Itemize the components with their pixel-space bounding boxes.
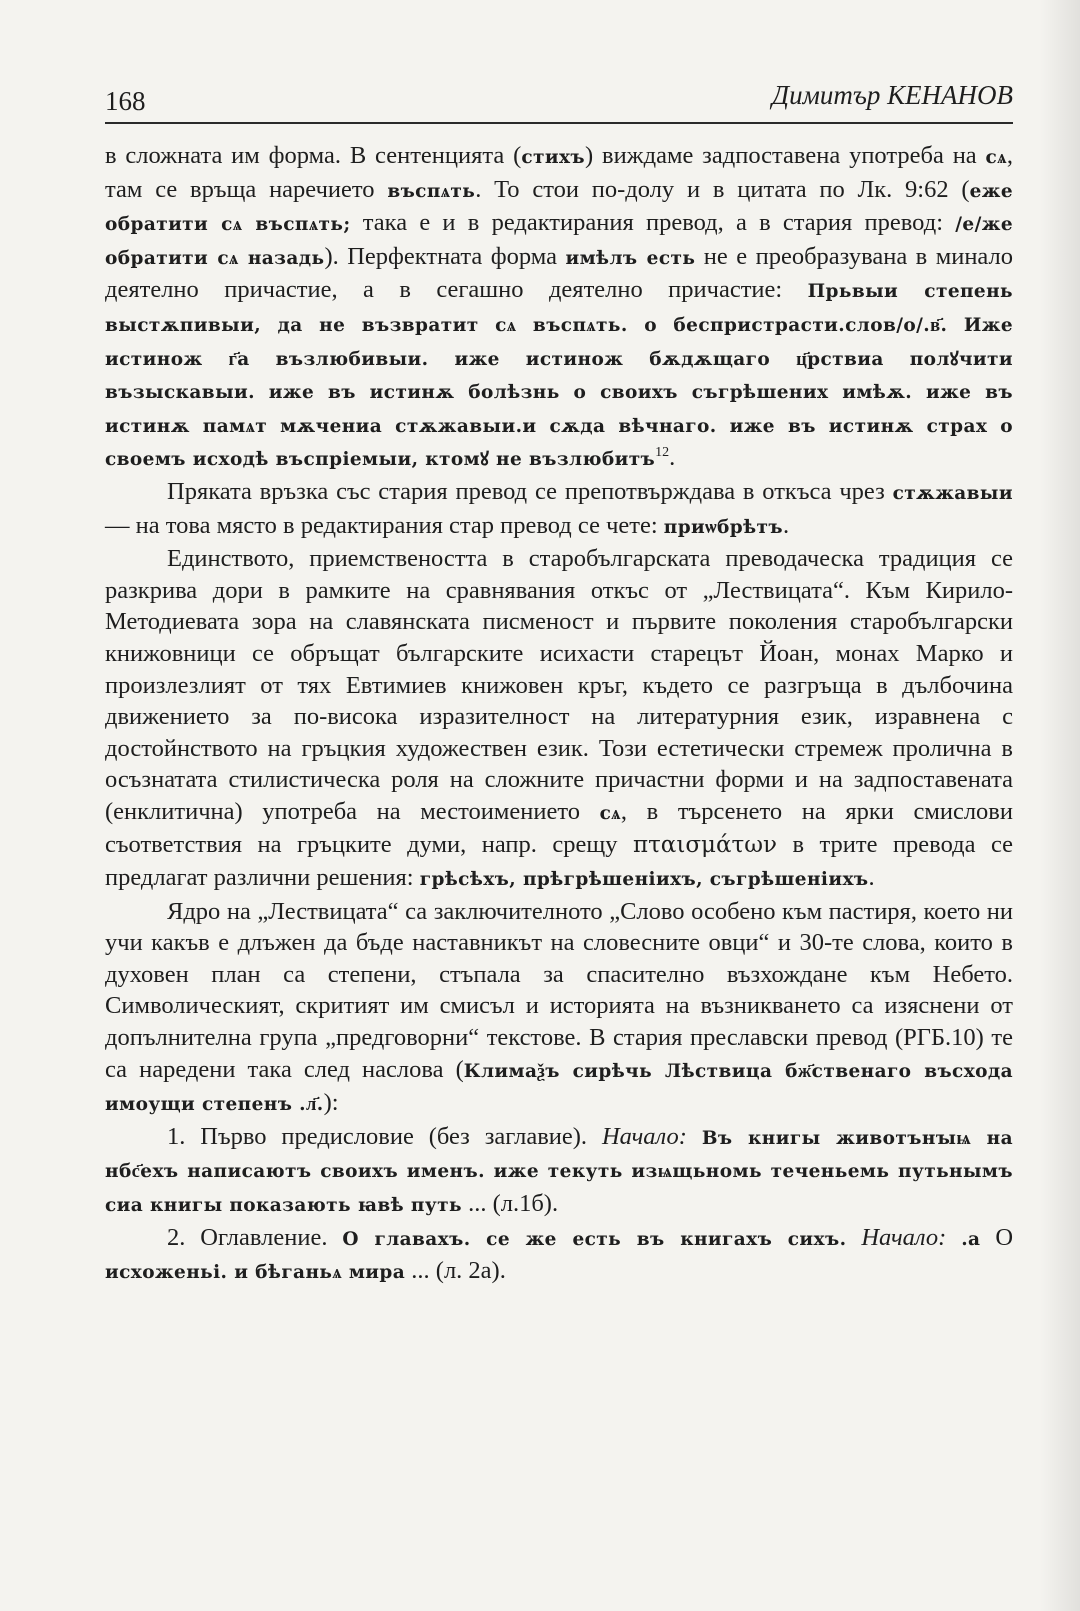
text-run: .	[782, 511, 790, 539]
text-run: ):	[323, 1089, 339, 1117]
paragraph-4	[105, 896, 1013, 1121]
footnote-marker: 12	[655, 445, 670, 461]
text-run: Ядро на „Лествицата“ са заключителното „Слово особено към пастиря, което ни учи какъв е длъжен да бъде наставникът на словесните овци“ и 30-те слова, които в духовен план са степени, стъпала за спасително възхождане към Небето. Символическият, скритият им смисъл и историята на възникването са изяснени от допълнителна група „предговорни“ текстове. В стария преславски превод (РГБ.10) те са наредени така след наслова (	[105, 897, 1013, 1083]
running-title: Димитър КЕНАНОВ	[771, 80, 1013, 110]
church-slavonic-quote: грѣсѣхъ, прѣгрѣшенiихъ, съгрѣшенiихъ	[419, 869, 869, 891]
church-slavonic-quote: исхоженьі. и бѣганьѧ мира	[105, 1262, 406, 1284]
church-slavonic-quote: сѧ	[985, 147, 1007, 168]
text-run: . То стои по-долу и в цитата по Лк. 9:62 (	[475, 175, 970, 203]
church-slavonic-quote: Прьвыи степень выстѫпивыи, да не възвратит сѧ въспѧть. о беспристрасти.слов/о/.в҃. Иже истинож г҃а възлюбивыи. иже истинож бѫдѫщаго ц҃рствиа полꙋчити възыскавыи. иже въ истинѫ болѣзнь о своихъ съгрѣшених имѣѫ. иже въ истинѫ памѧт мѫчениа стѫжавыи.и сѫда вѣчнаго. иже въ истинѫ страх о своемъ исходѣ въспрiемыи, ктомꙋ не възлюбитъ	[105, 281, 1013, 471]
paragraph-1	[105, 140, 1013, 476]
text-run: .	[868, 864, 875, 892]
church-slavonic-quote: имѣлъ есть	[565, 247, 696, 269]
text-run: в сложната им форма. В сентенцията (	[105, 142, 522, 169]
text-run: Пряката връзка със стария превод се препотвърждава в откъса чрез	[167, 477, 893, 505]
text-run: ). Перфектната форма	[324, 242, 566, 270]
text-run: 1. Първо предисловие (без заглавие).	[167, 1122, 602, 1150]
church-slavonic-quote: Въ книгы животънꙑѩ на нбс҃ехъ написаютъ своихъ именъ. иже текуть изѩщьномь теченьемь путьнымъ сиа книгы показають ꙗвѣ путь	[105, 1127, 1013, 1216]
church-slavonic-quote: въспѧть	[387, 180, 476, 202]
text-run: в трите превода се предлагат различни решения:	[105, 831, 1013, 892]
church-slavonic-quote: еже обратити сѧ въспѧть;	[105, 180, 1013, 236]
church-slavonic-quote: сѧ	[599, 802, 621, 824]
text-run: така е и в редактирания превод, а в стария превод:	[350, 209, 956, 237]
text-run: ... (л. 2а).	[405, 1257, 506, 1285]
church-slavonic-quote: Климаѯъ сирѣчь Лѣствица бж҃ственаго въсхода имоущи степенъ .л҃.	[105, 1060, 1014, 1116]
header-rule	[105, 122, 1013, 124]
body-text	[105, 140, 1013, 1289]
text-run: ) виждаме задпоставена употреба на	[584, 142, 986, 169]
church-slavonic-quote: О главахъ. се же есть въ книгахъ сихъ.	[342, 1228, 847, 1250]
church-slavonic-quote: .а	[961, 1228, 981, 1250]
text-run: не е преобразувана в минало деятелно причастие, а в сегашно деятелно причастие:	[105, 242, 1013, 304]
text-run: — на това място в редактирания стар превод се чете:	[105, 511, 664, 539]
text-run: 2. Оглавление.	[167, 1223, 343, 1251]
page-number: 168	[105, 86, 146, 116]
text-run: ... (л.1б).	[461, 1190, 559, 1217]
church-slavonic-quote: приѡбрѣтъ	[663, 516, 783, 538]
text-run: О	[980, 1223, 1014, 1251]
incipit-label: Начало:	[601, 1122, 687, 1150]
incipit-label: Начало:	[861, 1223, 947, 1251]
church-slavonic-quote: стихъ	[521, 147, 585, 168]
list-item-2	[105, 1222, 1013, 1289]
greek-word: πταισμάτων	[632, 832, 777, 859]
church-slavonic-quote: /е/же обратити сѧ назадь	[105, 214, 1013, 269]
text-run: , в търсенето на ярки смислови съответствия на гръцките думи, напр. срещу	[105, 797, 1013, 859]
list-item-1	[105, 1121, 1013, 1222]
page-header	[105, 78, 1013, 122]
text-run: .	[669, 444, 676, 472]
page-edge-shadow	[1040, 0, 1080, 1611]
paragraph-2	[105, 476, 1013, 543]
text-run: Единството, приемствеността в старобългарската преводаческа традиция се разкрива дори в рамките на сравнявания откъс от „Лествицата“. Към Кирило-Методиевата зора на славянската писменост и първите поколения старобългарски книжовници се обръщат българските исихасти старецът Йоан, монах Марко и произлезлият от тях Евтимиев книжовен кръг, където се разгръща в дълбочина движението за по-висока изразителност на литературния език, изравнена с достойнството на гръцкия художествен език. Този естетически стремеж пролична в осъзнатата стилистическа роля на сложните причастни форми и на задпоставената (енклитична) употреба на местоимението	[105, 545, 1013, 825]
paragraph-3	[105, 543, 1013, 896]
church-slavonic-quote: стѫжавыи	[892, 482, 1013, 504]
text-run: , там се връща наречието	[105, 142, 1013, 203]
